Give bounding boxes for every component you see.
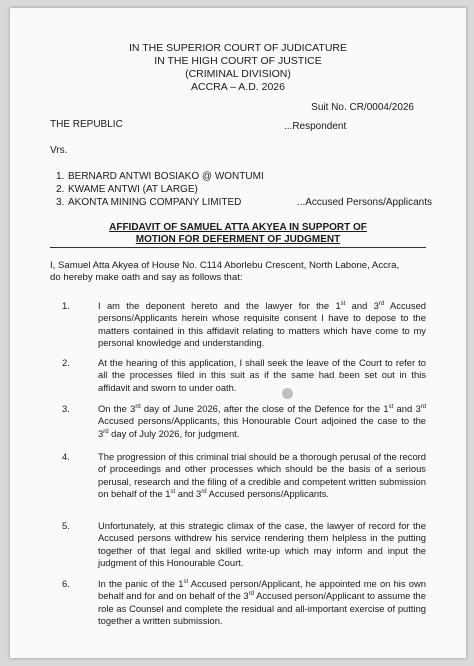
paragraph-1 bbox=[50, 300, 426, 349]
court-line-4: ACCRA – A.D. 2026 bbox=[191, 81, 285, 93]
accused-item bbox=[56, 183, 432, 196]
affidavit-title-line-2: MOTION FOR DEFERMENT OF JUDGMENT bbox=[135, 234, 341, 245]
paragraph-6 bbox=[50, 578, 426, 627]
paragraph-text: On the 3rd day of June 2026, after the close of the Defence for the 1st and 3rd Accused persons/Applicants, this Honourable Court adjoined the case to the 3rd day of July 2026, for judgment. bbox=[98, 403, 426, 439]
title-divider bbox=[50, 247, 426, 248]
paragraph-number: 1. bbox=[62, 300, 70, 311]
accused-role: ...Accused Persons/Applicants bbox=[296, 197, 432, 208]
paragraph-3 bbox=[50, 403, 426, 440]
paragraph-number: 3. bbox=[62, 403, 70, 414]
affidavit-title-line-1: AFFIDAVIT OF SAMUEL ATTA AKYEA IN SUPPORT OF bbox=[109, 222, 367, 233]
affidavit-title bbox=[10, 222, 466, 246]
paragraph-5 bbox=[50, 520, 426, 569]
paragraph-number: 2. bbox=[62, 357, 70, 368]
versus-label: Vrs. bbox=[50, 145, 68, 156]
intro-paragraph: I, Samuel Atta Akyea of House No. C114 Aborlebu Crescent, North Labone, Accra, do hereby make oath and say as follows that: bbox=[50, 260, 400, 284]
paragraph-text: At the hearing of this application, I shall seek the leave of the Court to refer to all the processes filed in this suit as if the same had been set out in this affidavit and sworn to under oath. bbox=[98, 357, 426, 393]
court-heading bbox=[10, 42, 466, 94]
party-respondent-label: ...Respondent bbox=[284, 121, 347, 132]
party-republic: THE REPUBLIC bbox=[50, 119, 123, 130]
suit-number: Suit No. CR/0004/2026 bbox=[311, 102, 414, 113]
cursor-dot bbox=[282, 388, 293, 399]
paragraph-text: The progression of this criminal trial should be a thorough perusal of the record of proceedings and other processes which should be the basis of a serious perusal, research and the filing of a credible and competent written submission on behalf of the 1st and 3rd Accused persons/Applicants. bbox=[98, 451, 426, 499]
paragraph-number: 5. bbox=[62, 520, 70, 531]
accused-number: 3. bbox=[56, 197, 65, 208]
court-line-3: (CRIMINAL DIVISION) bbox=[185, 68, 291, 80]
paragraph-text: Unfortunately, at this strategic climax of the case, the lawyer of record for the Accused persons withdrew his service rendering them helpless in the putting together of that legal and skilled write-up which may inform and input the judgment of this Honourable Court. bbox=[98, 520, 426, 568]
accused-number: 2. bbox=[56, 184, 65, 195]
accused-item bbox=[56, 196, 432, 209]
paragraph-4 bbox=[50, 451, 426, 500]
accused-list bbox=[56, 170, 432, 209]
paragraph-number: 4. bbox=[62, 451, 70, 462]
accused-item bbox=[56, 170, 432, 183]
accused-number: 1. bbox=[56, 171, 65, 182]
paragraph-2 bbox=[50, 357, 426, 394]
paragraph-text: In the panic of the 1st Accused person/Applicant, he appointed me on his own behalf and for and on behalf of the 3rd Accused person/Applicant to assume the role as Counsel and complete the residual and all-important exercise of putting together a written submission. bbox=[98, 578, 426, 626]
accused-name: AKONTA MINING COMPANY LIMITED bbox=[68, 197, 242, 208]
court-line-2: IN THE HIGH COURT OF JUSTICE bbox=[154, 55, 322, 67]
document-page bbox=[10, 8, 466, 658]
accused-name: KWAME ANTWI (AT LARGE) bbox=[68, 184, 198, 195]
paragraph-number: 6. bbox=[62, 578, 70, 589]
court-line-1: IN THE SUPERIOR COURT OF JUDICATURE bbox=[129, 42, 347, 54]
paragraph-text: I am the deponent hereto and the lawyer for the 1st and 3rd Accused persons/Applicants herein whose requisite consent I have to depose to the matters contained in this affidavit relating to matters which have come to my personal knowledge and understanding. bbox=[98, 300, 426, 348]
accused-name: BERNARD ANTWI BOSIAKO @ WONTUMI bbox=[68, 171, 264, 182]
